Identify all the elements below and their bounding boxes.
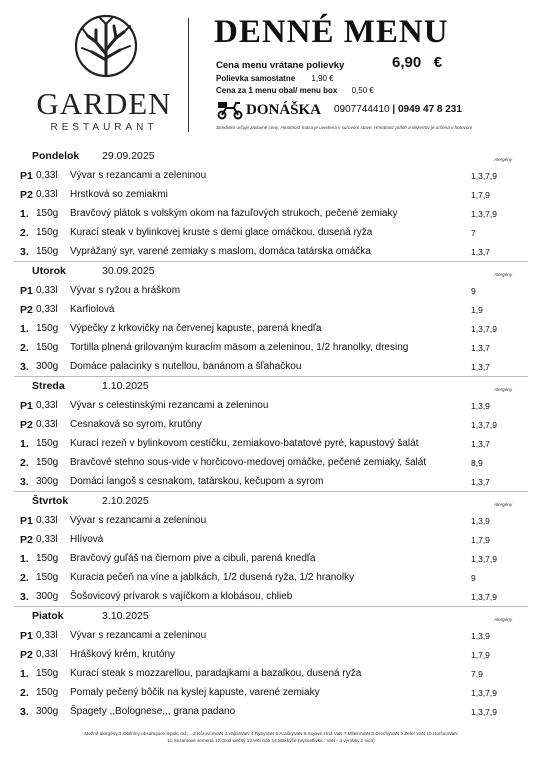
menu-item — [0, 205, 542, 224]
menu-item — [0, 320, 542, 339]
page-title: DENNÉ MENU — [214, 14, 449, 50]
item-quantity: 0,33l — [36, 534, 58, 545]
item-code: 1. — [20, 208, 29, 220]
item-name: Vývar s rezancami a zeleninou — [70, 630, 207, 641]
item-quantity: 150g — [36, 323, 59, 334]
item-name: Vývar s rezancami a zeleninou — [70, 170, 207, 181]
item-allergens: 1,7,9 — [471, 190, 490, 200]
menu-item — [0, 301, 542, 320]
allergens-header: Alergény — [494, 387, 513, 392]
item-code: P1 — [20, 630, 33, 642]
soup-price-label: Polievka samostatne — [216, 74, 296, 83]
day-date: 1.10.2025 — [102, 380, 149, 392]
menu-item — [0, 588, 542, 607]
day-name: Štvrtok — [32, 495, 69, 507]
item-allergens: 1,3,7 — [471, 439, 490, 449]
item-name: Bravčové stehno sous-vide v horčicovo-medovej omáčke, pečené zemiaky, šalát — [70, 457, 427, 468]
box-price-label: Cena za 1 menu obal/ menu box — [216, 86, 338, 95]
item-name: Šošovicový prívarok s vajíčkom a klobásou, chlieb — [70, 591, 293, 602]
scooter-icon — [216, 100, 244, 120]
day-date: 29.09.2025 — [102, 150, 155, 162]
menu-price-currency: € — [433, 54, 443, 71]
menu-item — [0, 167, 542, 186]
item-allergens: 8,9 — [471, 458, 483, 468]
item-allergens: 1,3,7,9 — [471, 209, 497, 219]
day-name: Utorok — [32, 265, 66, 277]
item-allergens: 1,3,7 — [471, 477, 490, 487]
box-price: 0,50 € — [351, 86, 374, 95]
menu-item — [0, 186, 542, 205]
menu-price-label: Cena menu vrátane polievky — [216, 60, 345, 71]
item-allergens: 7,9 — [471, 669, 483, 679]
item-name: Kurací rezeň v bylinkovom cestíčku, zemiakovo-batatové pyré, kapustový šalát — [70, 438, 419, 449]
item-code: P1 — [20, 515, 33, 527]
item-quantity: 0,33l — [36, 170, 58, 181]
item-code: 1. — [20, 323, 29, 335]
box-price-row — [216, 86, 374, 95]
item-allergens: 1,3,7,9 — [471, 707, 497, 717]
item-quantity: 0,33l — [36, 400, 58, 411]
item-quantity: 0,33l — [36, 630, 58, 641]
item-allergens: 1,3,7 — [471, 247, 490, 257]
item-code: 3. — [20, 361, 29, 373]
item-name: Kurací steak s mozzarellou, paradajkami a bazalkou, dusená ryža — [70, 668, 362, 679]
item-name: Karfiolová — [70, 304, 115, 315]
menu-item — [0, 454, 542, 473]
item-quantity: 150g — [36, 668, 59, 679]
item-name: Tortilla plnená grilovaným kuracím mäsom a zeleninou, 1/2 hranolky, dresing — [70, 342, 409, 353]
day-date: 30.09.2025 — [102, 265, 155, 277]
item-quantity: 150g — [36, 553, 59, 564]
item-quantity: 150g — [36, 572, 59, 583]
restaurant-logo — [24, 14, 184, 136]
item-quantity: 150g — [36, 208, 59, 219]
menu-item — [0, 684, 542, 703]
item-allergens: 1,3,7,9 — [471, 592, 497, 602]
item-code: 2. — [20, 227, 29, 239]
delivery-phone-2: 0949 47 8 231 — [397, 104, 462, 115]
item-name: Kuracia pečeň na víne a jablkách, 1/2 dusená ryža, 1/2 hranolky — [70, 572, 355, 583]
item-name: Domáce palacinky s nutellou, banánom a šľahačkou — [70, 361, 302, 372]
item-quantity: 0,33l — [36, 189, 58, 200]
item-name: Špagety ,,Bolognese,,, grana padano — [70, 706, 236, 717]
item-allergens: 1,3,7,9 — [471, 688, 497, 698]
day-date: 2.10.2025 — [102, 495, 149, 507]
item-code: 3. — [20, 246, 29, 258]
item-name: Výpečky z krkovičky na červenej kapuste, parená knedľa — [70, 323, 322, 334]
item-code: 1. — [20, 668, 29, 680]
item-code: P1 — [20, 285, 33, 297]
item-name: Vývar s rezancami a zeleninou — [70, 515, 207, 526]
item-code: 1. — [20, 553, 29, 565]
brand-subtitle: RESTAURANT — [50, 122, 158, 133]
item-quantity: 300g — [36, 706, 59, 717]
menu-item — [0, 550, 542, 569]
delivery-label: DONÁŠKA — [246, 102, 322, 118]
day-section — [0, 607, 542, 749]
menu-item — [0, 416, 542, 435]
item-quantity: 150g — [36, 457, 59, 468]
delivery-row — [216, 100, 516, 122]
item-quantity: 300g — [36, 361, 59, 372]
menu-item — [0, 435, 542, 454]
day-name: Piatok — [32, 610, 64, 622]
allergens-header: Alergény — [494, 272, 513, 277]
item-quantity: 150g — [36, 246, 59, 257]
item-allergens: 9 — [471, 573, 476, 583]
item-allergens: 7 — [471, 228, 476, 238]
day-name: Streda — [32, 380, 65, 392]
item-code: 2. — [20, 687, 29, 699]
allergens-header: Alergény — [494, 617, 513, 622]
allergens-header: Alergény — [494, 502, 513, 507]
item-name: Cesnaková so syrom, krutóny — [70, 419, 202, 430]
item-quantity: 0,33l — [36, 515, 58, 526]
item-quantity: 0,33l — [36, 304, 58, 315]
menu-item — [0, 339, 542, 358]
menu-item — [0, 512, 542, 531]
soup-price: 1,90 € — [311, 74, 334, 83]
item-name: Hráškový krém, krutóny — [70, 649, 176, 660]
menu-item — [0, 397, 542, 416]
item-code: 3. — [20, 706, 29, 718]
item-code: P2 — [20, 649, 33, 661]
item-allergens: 1,3,7 — [471, 343, 490, 353]
item-name: Domáci langoš s cesnakom, tatárskou, kečupom a syrom — [70, 476, 324, 487]
item-allergens: 1,7,9 — [471, 650, 490, 660]
item-allergens: 1,3,9 — [471, 516, 490, 526]
menu-item — [0, 646, 542, 665]
item-code: 1. — [20, 438, 29, 450]
menu-item — [0, 665, 542, 684]
item-name: Vyprážaný syr, varené zemiaky s maslom, domáca tatárska omáčka — [70, 246, 371, 257]
delivery-phone-1: 0907744410 — [334, 104, 390, 115]
item-name: Kurací steak v bylinkovej kruste s demi glace omáčkou, dusená ryža — [70, 227, 373, 238]
item-allergens: 1,3,9 — [471, 401, 490, 411]
item-code: P2 — [20, 189, 33, 201]
soup-price-row — [216, 74, 334, 83]
item-quantity: 150g — [36, 438, 59, 449]
menu-item — [0, 627, 542, 646]
item-quantity: 150g — [36, 342, 59, 353]
item-quantity: 0,33l — [36, 285, 58, 296]
item-name: Pomaly pečený bôčik na kyslej kapuste, varené zemiaky — [70, 687, 320, 698]
item-name: Vývar s ryžou a hráškom — [70, 285, 181, 296]
item-name: Bravčový plátok s volským okom na fazuľových strukoch, pečené zemiaky — [70, 208, 398, 219]
item-allergens: 1,3,9 — [471, 631, 490, 641]
delivery-phones: 0907744410 | 0949 47 8 231 — [334, 104, 462, 115]
item-quantity: 150g — [36, 227, 59, 238]
item-allergens: 1,3,7 — [471, 362, 490, 372]
item-code: 2. — [20, 457, 29, 469]
item-allergens: 1,3,7,9 — [471, 420, 497, 430]
item-code: 2. — [20, 572, 29, 584]
item-name: Bravčový guľáš na čiernom pive a cibuli, parená knedľa — [70, 553, 316, 564]
item-name: Vývar s celestinskými rezancami a zeleninou — [70, 400, 269, 411]
item-quantity: 300g — [36, 591, 59, 602]
item-code: P2 — [20, 304, 33, 316]
menu-item — [0, 282, 542, 301]
item-allergens: 1,3,7,9 — [471, 554, 497, 564]
day-date: 3.10.2025 — [102, 610, 149, 622]
item-allergens: 1,7,9 — [471, 535, 490, 545]
tree-logo-icon — [74, 14, 138, 78]
menu-item — [0, 569, 542, 588]
weight-note: Stredisko určuje zmluvné ceny. Hmotnosť mäsa je uvedená v surovom stave. Hmotnosť príloh a dezertov je určená v hotovom — [216, 125, 473, 130]
item-quantity: 150g — [36, 687, 59, 698]
allergen-legend-line-1: Možné alergény:1.Obilniny obsahujúce lepok, raž,... 2.KôrovceVaN 3.VajciaVaN 4.RybyVaN 5.AraškyVaN 6.Sojové zrná VaN 7.MliekoVaN 8.OrechyVaN 9.Zeler VaN 10.HorčicaVaN — [84, 731, 458, 736]
item-quantity: 0,33l — [36, 419, 58, 430]
menu-item — [0, 243, 542, 262]
menu-price — [392, 54, 442, 71]
item-code: P1 — [20, 170, 33, 182]
item-code: 2. — [20, 342, 29, 354]
item-quantity: 300g — [36, 476, 59, 487]
item-allergens: 1,9 — [471, 305, 483, 315]
item-name: Hlívová — [70, 534, 104, 545]
menu-item — [0, 703, 542, 722]
menu-item — [0, 224, 542, 243]
item-code: 3. — [20, 591, 29, 603]
item-allergens: 1,3,7,9 — [471, 324, 497, 334]
menu-item — [0, 531, 542, 550]
item-allergens: 9 — [471, 286, 476, 296]
allergens-header: Alergény — [494, 157, 513, 162]
header-divider — [188, 18, 189, 132]
item-code: P2 — [20, 534, 33, 546]
allergen-legend — [30, 730, 512, 744]
menu-price-value: 6,90 — [392, 54, 422, 71]
day-name: Pondelok — [32, 150, 80, 162]
item-allergens: 1,3,7,9 — [471, 171, 497, 181]
menu-item — [0, 358, 542, 377]
item-code: 3. — [20, 476, 29, 488]
item-name: Hrstková so zemiakmi — [70, 189, 168, 200]
item-code: P1 — [20, 400, 33, 412]
menu-item — [0, 473, 542, 492]
allergen-legend-line-2: 11.Sezamové semená 12.Oxid siričitý 13.Vlčí bôb 14.Mäkkýše (Vysvetlivka : VaN - a výrobky z nich) — [167, 738, 375, 743]
item-quantity: 0,33l — [36, 649, 58, 660]
item-code: P2 — [20, 419, 33, 431]
brand-name: GARDEN — [36, 86, 172, 121]
